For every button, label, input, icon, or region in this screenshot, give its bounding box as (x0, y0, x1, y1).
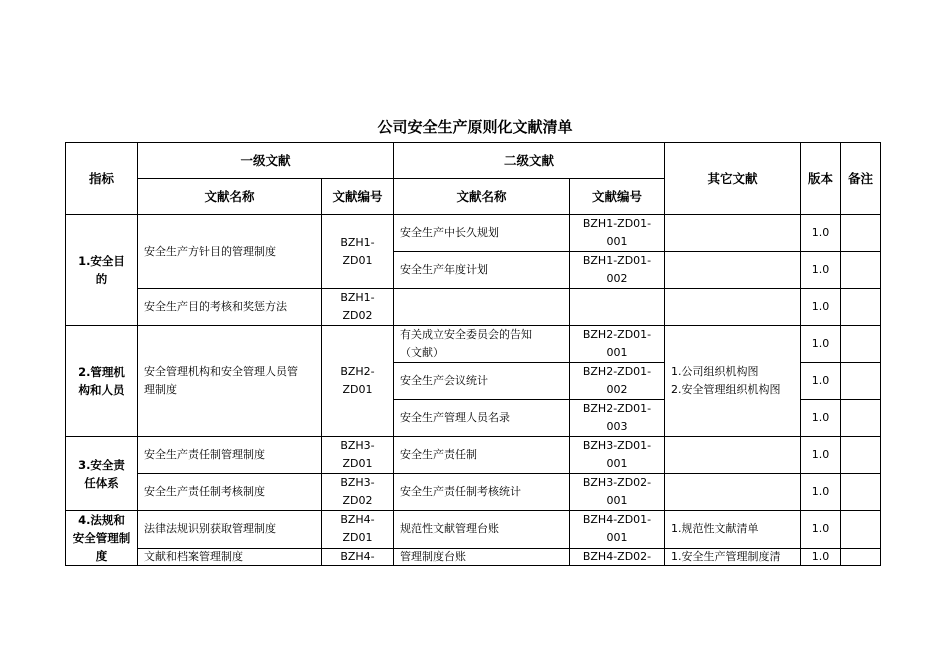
header-l1-doc-code: 文献编号 (322, 179, 394, 215)
version-cell: 1.0 (801, 400, 841, 437)
l2-doc-name: 安全生产责任制考核统计 (394, 474, 570, 511)
l2-doc-code: BZH3-ZD02- 001 (570, 474, 665, 511)
remark-cell (841, 400, 881, 437)
l1-doc-name: 安全生产责任制考核制度 (138, 474, 322, 511)
l1-doc-name: 安全生产方针目的管理制度 (138, 215, 322, 289)
header-other: 其它文献 (665, 143, 801, 215)
l2-doc-code: BZH1-ZD01- 002 (570, 252, 665, 289)
remark-cell (841, 289, 881, 326)
version-cell: 1.0 (801, 215, 841, 252)
remark-cell (841, 511, 881, 549)
l1-doc-name: 法律法规识别获取管理制度 (138, 511, 322, 549)
l2-doc-code: BZH3-ZD01- 001 (570, 437, 665, 474)
l2-doc-code: BZH1-ZD01- 001 (570, 215, 665, 252)
table-row (66, 548, 881, 565)
table-row (66, 215, 881, 252)
header-indicator: 指标 (66, 143, 138, 215)
l2-doc-code: BZH4-ZD01- 001 (570, 511, 665, 549)
remark-cell (841, 326, 881, 363)
other-doc: 1.公司组织机构图 2.安全管理组织机构图 (665, 326, 801, 437)
l2-doc-name: 安全生产会议统计 (394, 363, 570, 400)
header-level2: 二级文献 (394, 143, 665, 179)
l2-doc-code: BZH2-ZD01- 001 (570, 326, 665, 363)
table-row (66, 289, 881, 326)
remark-cell (841, 437, 881, 474)
table-row (66, 326, 881, 363)
l1-doc-code: BZH3- ZD02 (322, 474, 394, 511)
l2-doc-name (394, 289, 570, 326)
l1-doc-code: BZH1- ZD02 (322, 289, 394, 326)
l2-doc-code: BZH2-ZD01- 002 (570, 363, 665, 400)
remark-cell (841, 252, 881, 289)
l1-doc-name: 安全管理机构和安全管理人员管 理制度 (138, 326, 322, 437)
l2-doc-name: 管理制度台账 (394, 548, 570, 565)
document-list-table (65, 142, 881, 566)
remark-cell (841, 363, 881, 400)
header-level1: 一级文献 (138, 143, 394, 179)
l1-doc-code: BZH2- ZD01 (322, 326, 394, 437)
version-cell: 1.0 (801, 326, 841, 363)
table-row (66, 474, 881, 511)
l2-doc-name: 安全生产年度计划 (394, 252, 570, 289)
version-cell: 1.0 (801, 474, 841, 511)
version-cell: 1.0 (801, 548, 841, 565)
l2-doc-name: 安全生产中长久规划 (394, 215, 570, 252)
l1-doc-code: BZH4- (322, 548, 394, 565)
document-title: 公司安全生产原则化文献清单 (377, 118, 573, 136)
header-remark: 备注 (841, 143, 881, 215)
l2-doc-name: 安全生产管理人员名录 (394, 400, 570, 437)
other-doc (665, 289, 801, 326)
remark-cell (841, 215, 881, 252)
l1-doc-name: 文献和档案管理制度 (138, 548, 322, 565)
l1-doc-code: BZH4- ZD01 (322, 511, 394, 549)
l2-doc-name: 规范性文献管理台账 (394, 511, 570, 549)
version-cell: 1.0 (801, 363, 841, 400)
header-row-1 (66, 143, 881, 179)
header-l1-doc-name: 文献名称 (138, 179, 322, 215)
remark-cell (841, 474, 881, 511)
l2-doc-code: BZH2-ZD01- 003 (570, 400, 665, 437)
other-doc (665, 252, 801, 289)
other-doc (665, 215, 801, 252)
l2-doc-code (570, 289, 665, 326)
version-cell: 1.0 (801, 289, 841, 326)
header-l2-doc-code: 文献编号 (570, 179, 665, 215)
version-cell: 1.0 (801, 511, 841, 549)
header-version: 版本 (801, 143, 841, 215)
other-doc (665, 474, 801, 511)
l1-doc-name: 安全生产目的考核和奖惩方法 (138, 289, 322, 326)
indicator-cell: 4.法规和 安全管理制 度 (66, 511, 138, 566)
other-doc (665, 437, 801, 474)
indicator-cell: 1.安全目 的 (66, 215, 138, 326)
version-cell: 1.0 (801, 252, 841, 289)
l1-doc-code: BZH1- ZD01 (322, 215, 394, 289)
l1-doc-name: 安全生产责任制管理制度 (138, 437, 322, 474)
table-row (66, 437, 881, 474)
indicator-cell: 2.管理机 构和人员 (66, 326, 138, 437)
other-doc: 1.规范性文献清单 (665, 511, 801, 549)
other-doc: 1.安全生产管理制度清 (665, 548, 801, 565)
indicator-cell: 3.安全责 任体系 (66, 437, 138, 511)
l1-doc-code: BZH3- ZD01 (322, 437, 394, 474)
version-cell: 1.0 (801, 437, 841, 474)
table-row (66, 511, 881, 549)
header-l2-doc-name: 文献名称 (394, 179, 570, 215)
remark-cell (841, 548, 881, 565)
l2-doc-name: 安全生产责任制 (394, 437, 570, 474)
l2-doc-name: 有关成立安全委员会的告知 （文献） (394, 326, 570, 363)
l2-doc-code: BZH4-ZD02- (570, 548, 665, 565)
